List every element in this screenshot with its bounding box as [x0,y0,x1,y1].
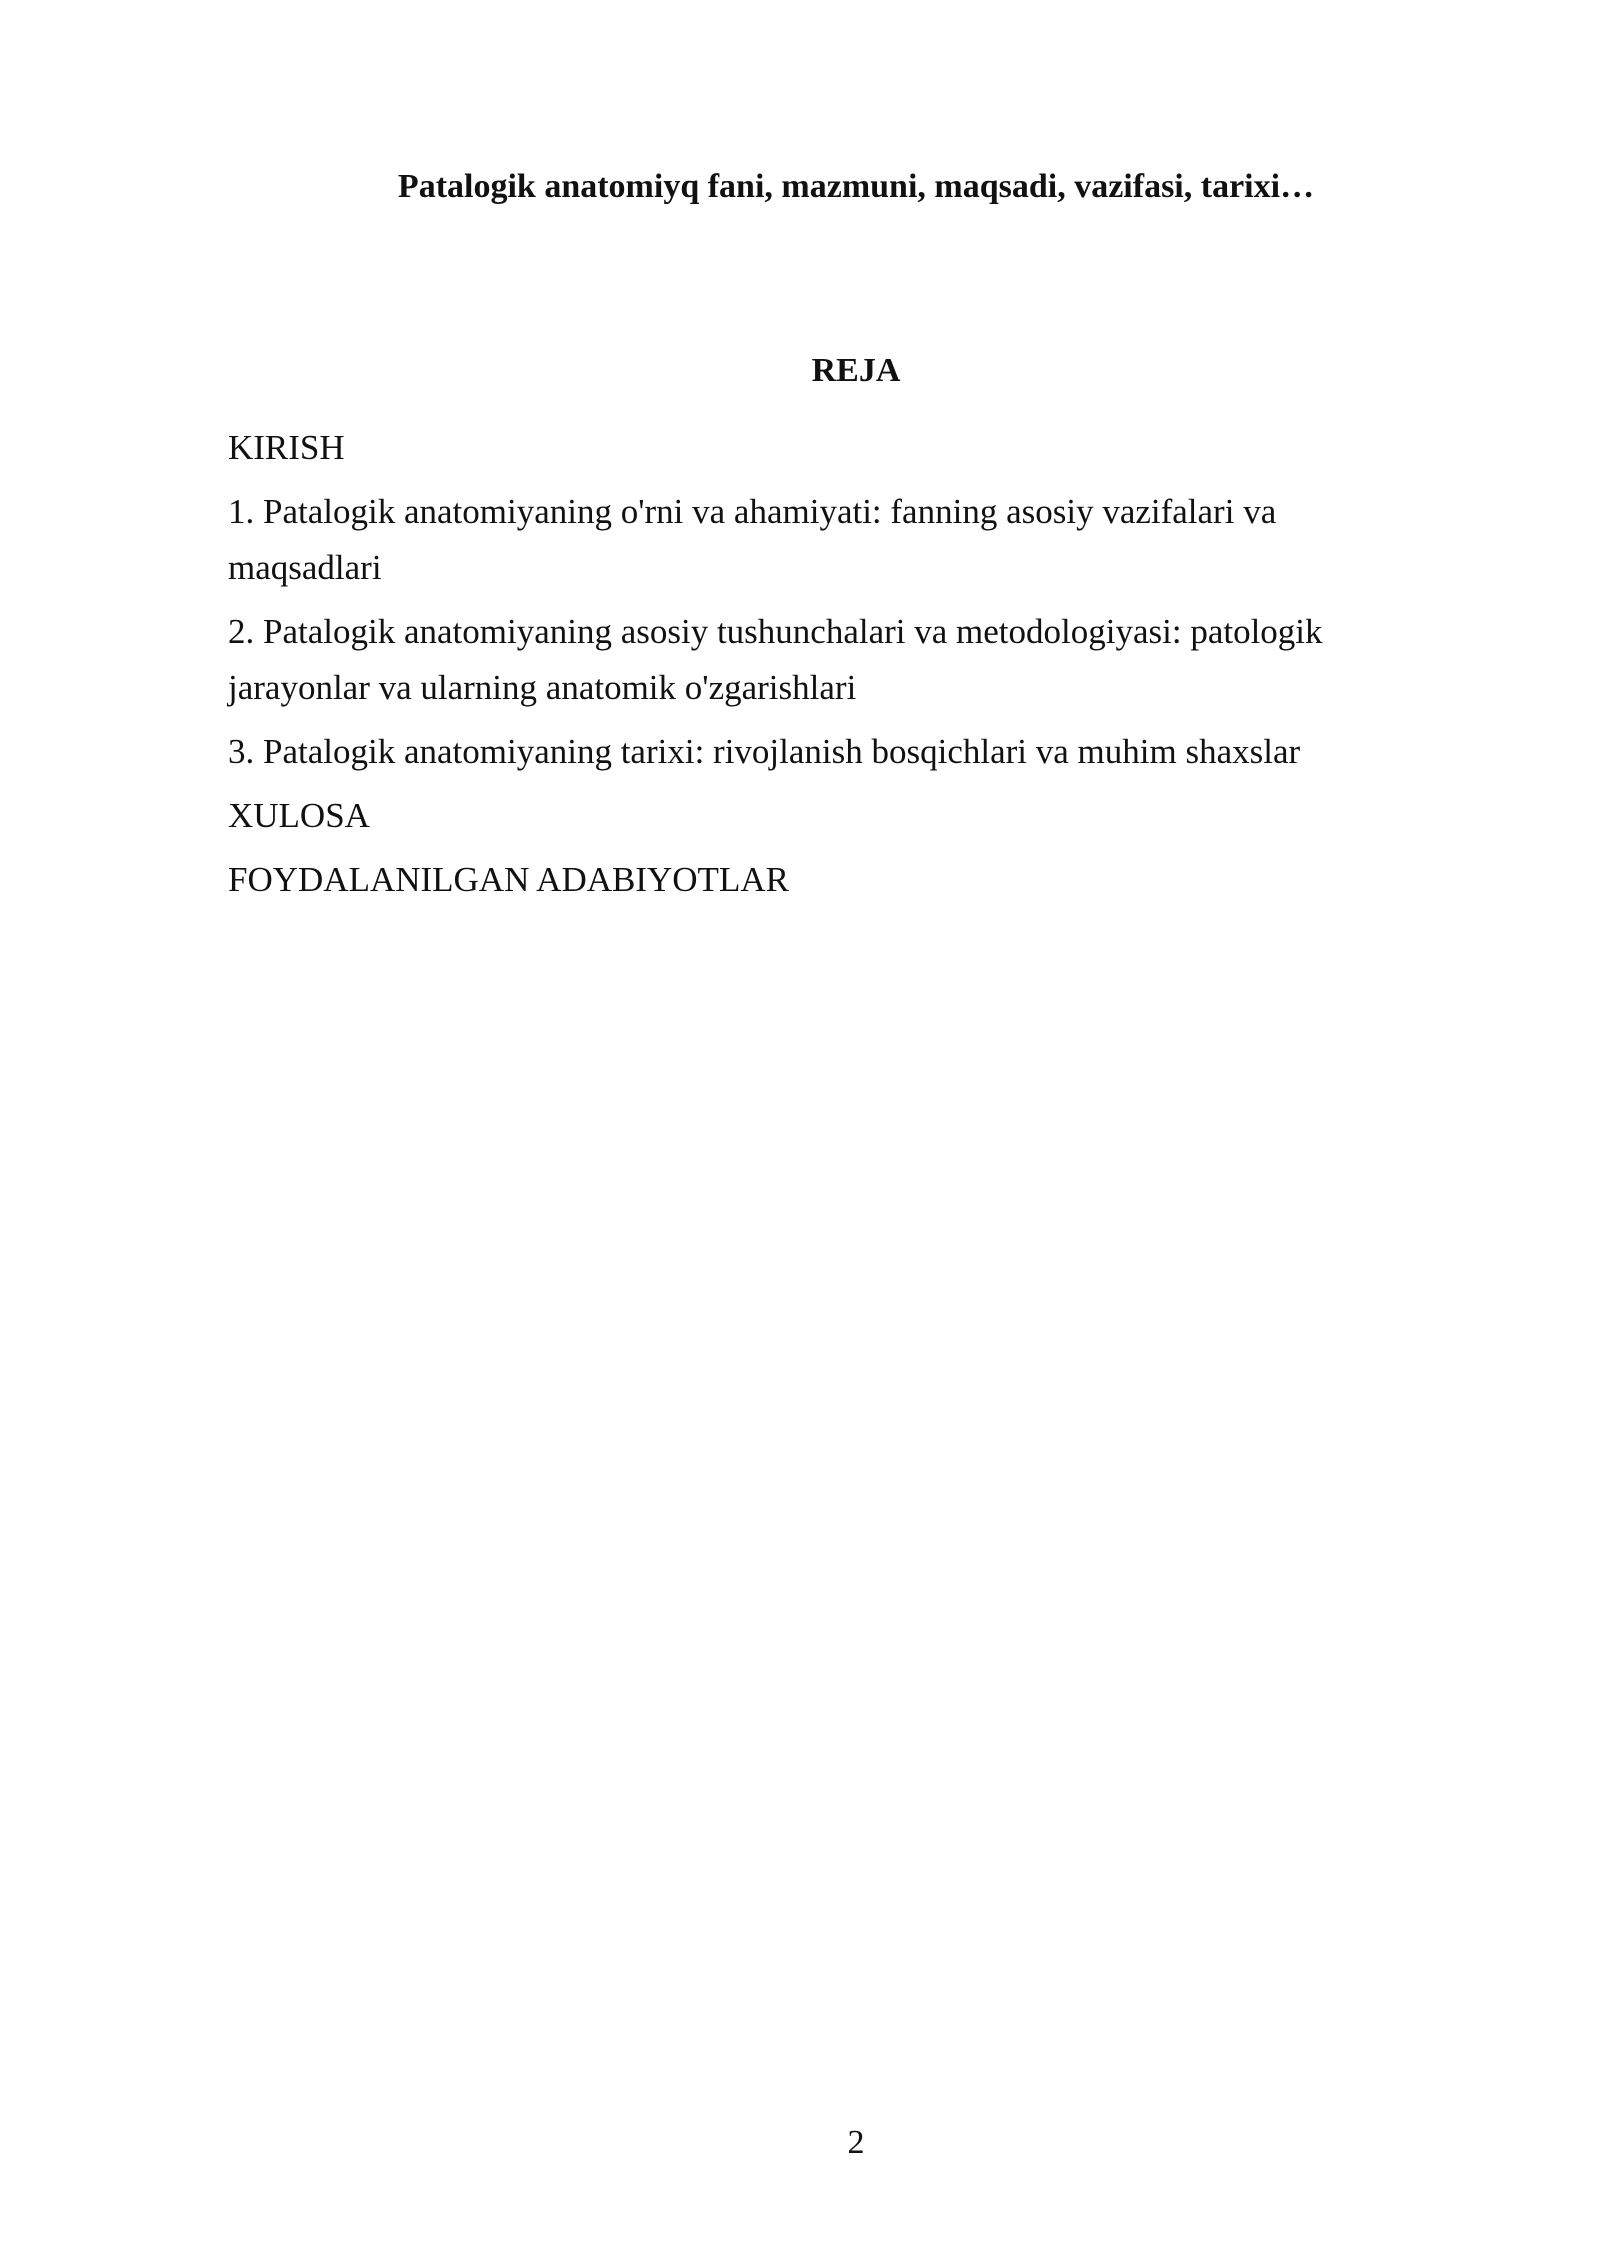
plan-item-2: 2. Patalogik anatomiyaning asosiy tushunchalari va metodologiyasi: patologik jarayonlar va ularning anatomik o'zgarishlari [228,612,1323,707]
plan-item-3: 3. Patalogik anatomiyaning tarixi: rivojlanish bosqichlari va muhim shaxslar [228,732,1301,771]
plan-item-1: 1. Patalogik anatomiyaning o'rni va ahamiyati: fanning asosiy vazifalari va maqsadlari [228,492,1277,587]
document-title: Patalogik anatomiyq fani, mazmuni, maqsadi, vazifasi, tarixi… [397,168,1315,205]
plan-item-references: FOYDALANILGAN ADABIYOTLAR [228,860,789,899]
plan-item-conclusion: XULOSA [228,796,370,835]
plan-list [228,420,1428,916]
plan-heading: REJA [811,352,901,389]
plan-item-introduction: KIRISH [228,428,345,467]
page-number: 2 [847,2124,865,2161]
